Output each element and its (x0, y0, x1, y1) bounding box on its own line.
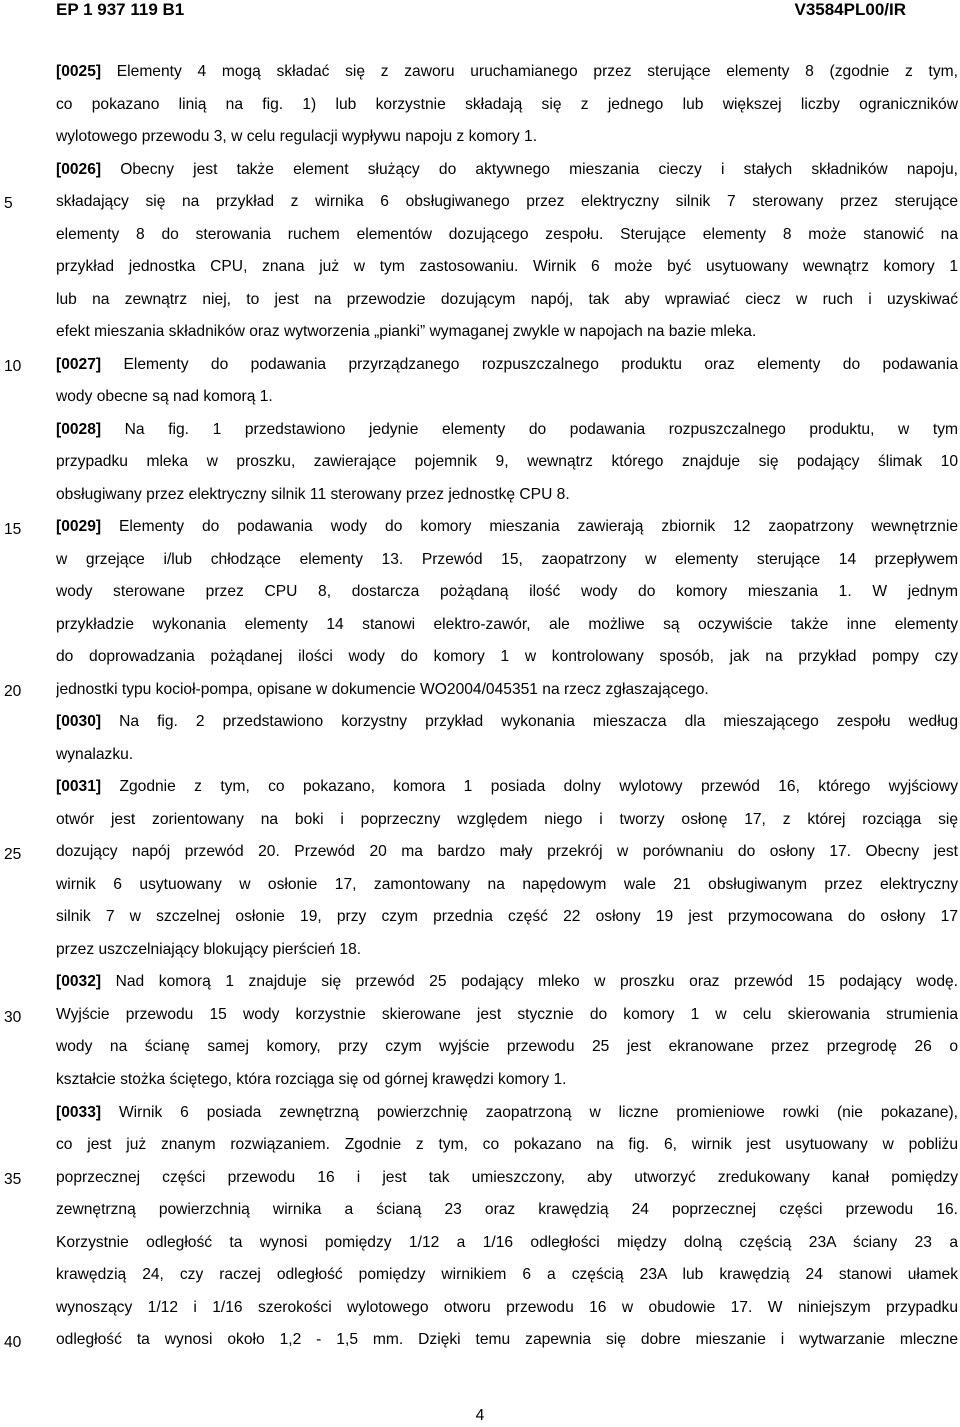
line-text: wynalazku. (56, 745, 134, 763)
line-text: Elementy 4 mogą składać się z zaworu uruchamianego przez sterujące elementy 8 (zgodnie z tym, (101, 63, 958, 80)
text-line (56, 479, 958, 512)
text-line (56, 1292, 958, 1325)
line-text: do doprowadzania pożądanej ilości wody do komory 1 w kontrolowany sposób, jak na przykład pompy czy (56, 648, 958, 666)
line-text: Korzystnie odległość ta wynosi pomiędzy 1/12 a 1/16 odległości między dolną częścią 23A ściany 23 a (56, 1233, 958, 1251)
paragraph-number: [0033] (56, 1103, 102, 1121)
paragraph-number: [0025] (56, 63, 102, 80)
line-text: obsługiwany przez elektryczny silnik 11 sterowany przez jednostkę CPU 8. (56, 485, 570, 503)
text-line (56, 446, 958, 479)
text-line (56, 641, 958, 674)
line-text: Elementy do podawania wody do komory mieszania zawierają zbiornik 12 zaopatrzony wewnętrznie (101, 518, 958, 536)
text-line (56, 966, 958, 999)
text-line (56, 219, 958, 252)
line-text: Nad komorą 1 znajduje się przewód 25 podający mleko w proszku oraz przewód 15 podający wodę. (101, 973, 958, 991)
text-line (56, 674, 958, 707)
text-line (56, 414, 958, 447)
line-text: Obecny jest także element służący do aktywnego mieszania cieczy i stałych składników napoju, (101, 160, 958, 178)
body-text (56, 56, 958, 1357)
line-text: wynoszący 1/12 i 1/16 szerokości wylotowego otworu przewodu 16 w obudowie 17. W niniejszym przypadku (56, 1298, 958, 1316)
text-line (56, 739, 958, 772)
text-line (56, 154, 958, 187)
text-line (56, 576, 958, 609)
text-line (56, 544, 958, 577)
text-line (56, 1324, 958, 1357)
text-line (56, 609, 958, 642)
line-text: co jest już znanym rozwiązaniem. Zgodnie z tym, co pokazano na fig. 6, wirnik jest usytuowany w pobliżu (56, 1136, 958, 1154)
text-line (56, 251, 958, 284)
line-text: otwór jest zorientowany na boki i poprzeczny względem niego i tworzy osłonę 17, z której rozciąga się (56, 810, 958, 828)
text-line (56, 836, 958, 869)
text-line (56, 186, 958, 219)
paragraph-number: [0028] (56, 420, 102, 438)
text-line (56, 56, 958, 89)
text-line (56, 316, 958, 349)
line-text: lub na zewnątrz niej, to jest na przewodzie dozującym napój, tak aby wprawiać ciecz w ruch i uzyskiwać (56, 290, 958, 308)
line-text: dozujący napój przewód 20. Przewód 20 ma bardzo mały przekrój w porównaniu do osłony 17. Obecny jest (56, 843, 958, 861)
line-text: co pokazano linią na fig. 1) lub korzystnie składają się z jednego lub większej liczby ograniczników (56, 95, 958, 113)
paragraph-number: [0031] (56, 778, 102, 796)
text-line (56, 284, 958, 317)
paragraph-number: [0032] (56, 973, 102, 991)
line-text: Na fig. 1 przedstawiono jedynie elementy do podawania rozpuszczalnego produktu, w tym (101, 420, 958, 438)
margin-line-number: 35 (4, 1171, 22, 1189)
line-text: krawędzią 24, czy raczej odległość pomiędzy wirnikiem 6 a częścią 23A lub krawędzią 24 stanowi ułamek (56, 1266, 958, 1284)
text-line (56, 1031, 958, 1064)
line-text: w grzejące i/lub chłodzące elementy 13. Przewód 15, zaopatrzony w elementy sterujące 14 przepływem (56, 550, 958, 568)
text-line (56, 901, 958, 934)
margin-line-number: 10 (4, 358, 22, 376)
line-text: wylotowego przewodu 3, w celu regulacji wypływu napoju z komory 1. (56, 128, 538, 146)
line-text: Na fig. 2 przedstawiono korzystny przykład wykonania mieszacza dla mieszającego zespołu według (101, 713, 958, 731)
line-text: wody sterowane przez CPU 8, dostarcza pożądaną ilość wody do komory mieszania 1. W jednym (56, 583, 958, 601)
margin-line-number: 25 (4, 845, 22, 863)
paragraph-number: [0030] (56, 713, 102, 731)
page-number: 4 (475, 1407, 485, 1424)
line-text: poprzecznej części przewodu 16 i jest tak umieszczony, aby utworzyć zredukowany kanał pomiędzy (56, 1168, 958, 1186)
text-line (56, 1129, 958, 1162)
margin-line-number: 5 (4, 195, 13, 213)
line-text: przykład jednostka CPU, znana już w tym zastosowaniu. Wirnik 6 może być usytuowany wewnątrz komory 1 (56, 258, 958, 276)
text-line (56, 381, 958, 414)
patent-number: EP 1 937 119 B1 (56, 0, 185, 19)
line-text: kształcie stożka ściętego, która rozciąga się od górnej krawędzi komory 1. (56, 1070, 567, 1088)
line-text: wody na ścianę samej komory, przy czym wyjście przewodu 25 jest ekranowane przez przegrodę 26 o (56, 1038, 958, 1056)
text-line (56, 771, 958, 804)
text-line (56, 1097, 958, 1130)
text-line (56, 1227, 958, 1260)
line-text: Elementy do podawania przyrządzanego rozpuszczalnego produktu oraz elementy do podawania (101, 355, 958, 373)
text-line (56, 121, 958, 154)
line-text: elementy 8 do sterowania ruchem elementów dozującego zespołu. Sterujące elementy 8 może stanowić na (56, 225, 958, 243)
margin-line-number: 20 (4, 683, 22, 701)
text-line (56, 1162, 958, 1195)
margin-line-number: 40 (4, 1333, 22, 1351)
margin-line-number: 15 (4, 520, 22, 538)
text-line (56, 869, 958, 902)
line-text: efekt mieszania składników oraz wytworzenia „pianki” wymaganej zwykle w napojach na bazie mleka. (56, 323, 757, 341)
paragraph-number: [0026] (56, 160, 102, 178)
paragraph-number: [0029] (56, 518, 102, 536)
text-line (56, 511, 958, 544)
line-text: silnik 7 w szczelnej osłonie 19, przy czym przednia część 22 osłony 19 jest przymocowana do osłony 17 (56, 908, 958, 926)
document-code: V3584PL00/IR (794, 0, 906, 19)
text-line (56, 1064, 958, 1097)
line-text: odległość ta wynosi około 1,2 - 1,5 mm. Dzięki temu zapewnia się dobre mieszanie i wytwarzanie mleczne (56, 1331, 958, 1349)
line-text: Zgodnie z tym, co pokazano, komora 1 posiada dolny wylotowy przewód 16, którego wyjściowy (101, 778, 958, 796)
text-line (56, 999, 958, 1032)
text-line (56, 89, 958, 122)
line-text: wody obecne są nad komorą 1. (56, 388, 273, 406)
paragraph-number: [0027] (56, 355, 102, 373)
line-text: wirnik 6 usytuowany w osłonie 17, zamontowany na napędowym wale 21 obsługiwanym przez elektryczny (56, 875, 958, 893)
line-text: przez uszczelniający blokujący pierścień 18. (56, 940, 362, 958)
text-line (56, 804, 958, 837)
text-line (56, 934, 958, 967)
text-line (56, 1259, 958, 1292)
line-text: przykładzie wykonania elementy 14 stanowi elektro-zawór, ale możliwe są oczywiście także inne elementy (56, 615, 958, 633)
line-text: Wyjście przewodu 15 wody korzystnie skierowane jest stycznie do komory 1 w celu skierowania strumienia (56, 1005, 958, 1023)
text-line (56, 1194, 958, 1227)
text-line (56, 706, 958, 739)
line-text: składający się na przykład z wirnika 6 obsługiwanego przez elektryczny silnik 7 sterowany przez sterujące (56, 193, 958, 211)
margin-line-number: 30 (4, 1008, 22, 1026)
line-text: Wirnik 6 posiada zewnętrzną powierzchnię zaopatrzoną w liczne promieniowe rowki (nie pokazane), (101, 1103, 958, 1121)
line-text: jednostki typu kocioł-pompa, opisane w dokumencie WO2004/045351 na rzecz zgłaszającego. (56, 680, 709, 698)
line-text: przypadku mleka w proszku, zawierające pojemnik 9, wewnątrz którego znajduje się podający ślimak 10 (56, 453, 958, 471)
text-line (56, 349, 958, 382)
line-text: zewnętrzną powierzchnią wirnika a ścianą 23 oraz krawędzią 24 poprzecznej części przewodu 16. (56, 1201, 958, 1219)
